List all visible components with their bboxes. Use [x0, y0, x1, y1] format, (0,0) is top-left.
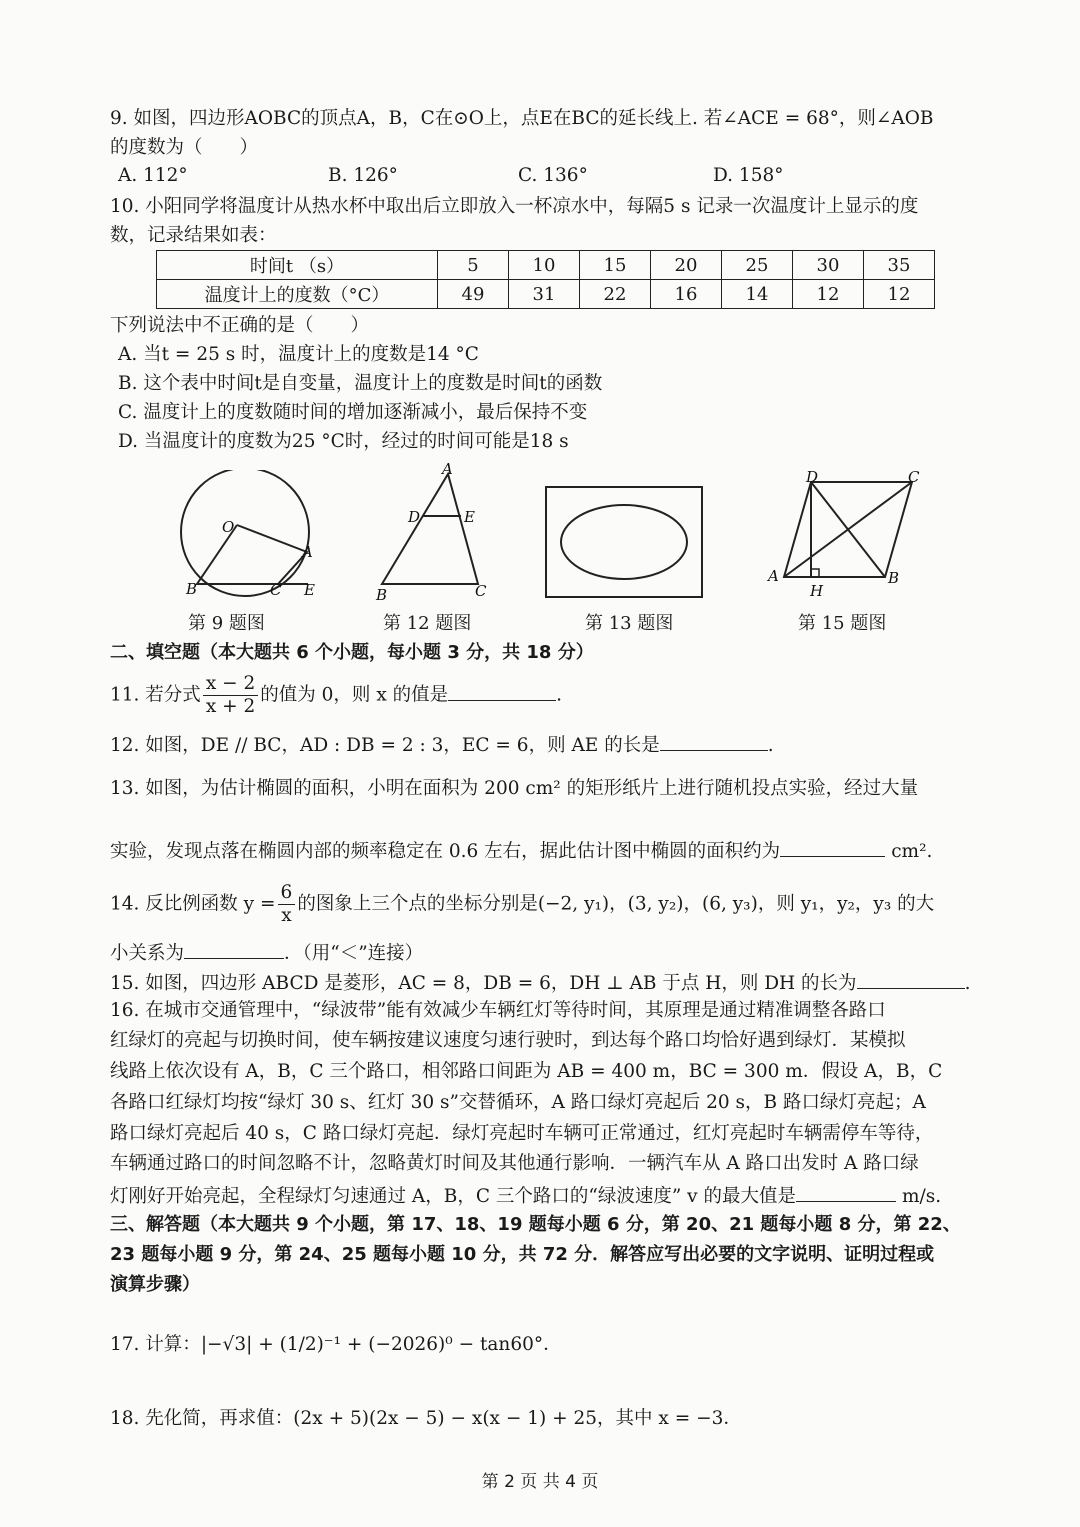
table-cell: 31	[509, 280, 580, 309]
figure-9-label-o: O	[222, 518, 235, 536]
figure-15-label-a: A	[768, 567, 779, 585]
section-3-heading-line1: 三、解答题（本大题共 9 个小题，第 17、18、19 题每小题 6 分，第 20、21 题每小题 8 分，第 22、	[110, 1214, 961, 1235]
table-cell: 25	[722, 251, 793, 280]
figure-15-label-c: C	[908, 468, 920, 486]
q17-prefix: 17. 计算：	[110, 1334, 201, 1355]
q9-stem-line1: 9. 如图，四边形AOBC的顶点A，B，C在⊙O上，点E在BC的延长线上. 若∠ACE = 68°，则∠AOB	[110, 108, 934, 129]
table-row	[157, 280, 935, 309]
table-cell: 12	[793, 280, 864, 309]
q11-end: .	[556, 684, 563, 706]
q13-unit: cm².	[891, 841, 933, 862]
q12	[110, 730, 774, 759]
q11-denominator: x + 2	[205, 696, 256, 717]
figure-12-triangle	[370, 460, 500, 605]
q14-line2-prefix: 小关系为	[110, 943, 185, 964]
section-2-heading: 二、填空题（本大题共 6 个小题，每小题 3 分，共 18 分）	[110, 642, 594, 663]
table-cell: 35	[864, 251, 935, 280]
q13-answer-blank[interactable]	[780, 836, 885, 857]
q11-answer-blank[interactable]	[448, 680, 556, 701]
table-row	[157, 251, 935, 280]
q13-line2	[110, 836, 932, 865]
q11-prefix: 11. 若分式	[110, 684, 201, 706]
q9-option-d: D. 158°	[713, 165, 784, 186]
q9-option-b: B. 126°	[328, 165, 398, 186]
q15-text: 15. 如图，四边形 ABCD 是菱形，AC = 8，DB = 6，DH ⊥ AB 于点 H，则 DH 的长为	[110, 973, 857, 994]
table-cell: 49	[438, 280, 509, 309]
figure-15-label-d: D	[806, 468, 819, 486]
q16-line7	[110, 1181, 941, 1210]
q14-answer-blank[interactable]	[184, 938, 284, 959]
q12-answer-blank[interactable]	[660, 730, 768, 751]
q9-option-c: C. 136°	[518, 165, 588, 186]
q17	[110, 1332, 562, 1358]
q12-end: .	[767, 735, 774, 756]
q15-answer-blank[interactable]	[857, 968, 965, 989]
table-cell: 15	[580, 251, 651, 280]
q16-line7-text: 灯刚好开始亮起，全程绿灯匀速通过 A，B，C 三个路口的“绿波速度” v 的最大值是	[110, 1186, 797, 1207]
q10-option-a: A. 当t = 25 s 时，温度计上的度数是14 °C	[118, 344, 479, 365]
q9-option-a: A. 112°	[118, 165, 188, 186]
q16-line1: 16. 在城市交通管理中，“绿波带”能有效减少车辆红灯等待时间，其原理是通过精准调整各路口	[110, 1000, 886, 1021]
q11-numerator: x − 2	[203, 673, 258, 696]
q9-stem-line2: 的度数为（ ）	[110, 137, 259, 158]
figure-9-label-e: E	[304, 581, 315, 599]
q14-suffix: 的图象上三个点的坐标分别是(−2, y₁)，(3, y₂)，(6, y₃)，则 y₁，y₂，y₃ 的大	[297, 893, 935, 915]
table-header-temperature: 温度计上的度数（°C）	[157, 280, 438, 309]
q15	[110, 968, 970, 997]
q10-stem-line2: 数，记录结果如表：	[110, 225, 277, 246]
q14-denominator: x	[281, 905, 292, 926]
q14-prefix: 14. 反比例函数 y =	[110, 893, 276, 915]
q14-line2	[110, 938, 423, 967]
figure-15-label-h: H	[810, 582, 824, 600]
figure-15-rhombus	[760, 465, 935, 605]
q14-numerator: 6	[278, 882, 296, 905]
q12-text: 12. 如图，DE // BC，AD : DB = 2 : 3，EC = 6，则 AE 的长是	[110, 735, 660, 756]
figure-9-label-c: C	[270, 581, 282, 599]
q15-end: .	[964, 973, 971, 994]
table-cell: 12	[864, 280, 935, 309]
table-cell: 22	[580, 280, 651, 309]
figure-9-label-a: A	[302, 543, 313, 561]
q13-line2-text: 实验，发现点落在椭圆内部的频率稳定在 0.6 左右，据此估计图中椭圆的面积约为	[110, 841, 781, 862]
section-3-heading-line3: 演算步骤）	[110, 1274, 200, 1295]
figure-9-label-b: B	[186, 580, 198, 598]
q17-expression: |−√3| + (1/2)⁻¹ + (−2026)⁰ − tan60°．	[200, 1334, 562, 1355]
q10-stem-line1: 10. 小阳同学将温度计从热水杯中取出后立即放入一杯凉水中，每隔5 s 记录一次温度计上显示的度	[110, 196, 919, 217]
figure-12-label-b: B	[376, 586, 388, 604]
q10-data-table	[156, 250, 935, 309]
q16-line3: 线路上依次设有 A，B，C 三个路口，相邻路口间距为 AB = 400 m，BC = 300 m．假设 A，B，C	[110, 1061, 943, 1082]
q10-option-b: B. 这个表中时间t是自变量，温度计上的度数是时间t的函数	[118, 373, 603, 394]
section-3-heading-line2: 23 题每小题 9 分，第 24、25 题每小题 10 分，共 72 分．解答应写出必要的文字说明、证明过程或	[110, 1244, 935, 1265]
figure-12-label-a: A	[442, 460, 453, 478]
table-cell: 30	[793, 251, 864, 280]
q10-option-d: D. 当温度计的度数为25 °C时，经过的时间可能是18 s	[118, 431, 569, 452]
figure-13-ellipse-rectangle	[540, 483, 710, 605]
q18: 18. 先化简，再求值：(2x + 5)(2x − 5) − x(x − 1) + 25，其中 x = −3．	[110, 1408, 742, 1429]
table-cell: 20	[651, 251, 722, 280]
q11-suffix: 的值为 0，则 x 的值是	[260, 684, 449, 706]
table-cell: 16	[651, 280, 722, 309]
figure-9-circle	[160, 470, 330, 605]
figure-9-caption: 第 9 题图	[188, 613, 265, 634]
q10-option-c: C. 温度计上的度数随时间的增加逐渐减小，最后保持不变	[118, 402, 588, 423]
q14-fraction	[278, 882, 296, 927]
q16-line6: 车辆通过路口的时间忽略不计，忽略黄灯时间及其他通行影响．一辆汽车从 A 路口出发时 A 路口绿	[110, 1153, 919, 1174]
q16-line2: 红绿灯的亮起与切换时间，使车辆按建议速度匀速行驶时，到达每个路口均恰好遇到绿灯．某模拟	[110, 1030, 906, 1051]
q13-line1: 13. 如图，为估计椭圆的面积，小明在面积为 200 cm² 的矩形纸片上进行随机投点实验，经过大量	[110, 778, 919, 799]
table-cell: 5	[438, 251, 509, 280]
q16-answer-blank[interactable]	[796, 1181, 896, 1202]
figure-15-caption: 第 15 题图	[798, 613, 887, 634]
figure-12-caption: 第 12 题图	[383, 613, 472, 634]
table-cell: 14	[722, 280, 793, 309]
table-header-time: 时间t （s）	[157, 251, 438, 280]
q10-question: 下列说法中不正确的是（ ）	[110, 315, 370, 336]
figure-12-label-c: C	[475, 582, 487, 600]
q11-fraction	[203, 673, 258, 718]
q16-line4: 各路口红绿灯均按“绿灯 30 s、红灯 30 s”交替循环，A 路口绿灯亮起后 20 s，B 路口绿灯亮起；A	[110, 1092, 926, 1113]
figure-12-label-e: E	[464, 508, 475, 526]
q16-unit: m/s.	[902, 1186, 942, 1207]
q14-line1	[110, 882, 934, 927]
figure-13-caption: 第 13 题图	[585, 613, 674, 634]
figure-12-label-d: D	[408, 508, 421, 526]
q14-line2-suffix: ．（用“＜”连接）	[284, 943, 424, 964]
figure-15-label-b: B	[888, 569, 900, 587]
table-cell: 10	[509, 251, 580, 280]
page-footer: 第 2 页 共 4 页	[481, 1472, 599, 1492]
q11	[110, 673, 562, 718]
q16-line5: 路口绿灯亮起后 40 s，C 路口绿灯亮起．绿灯亮起时车辆可正常通过，红灯亮起时车辆需停车等待，	[110, 1123, 934, 1144]
